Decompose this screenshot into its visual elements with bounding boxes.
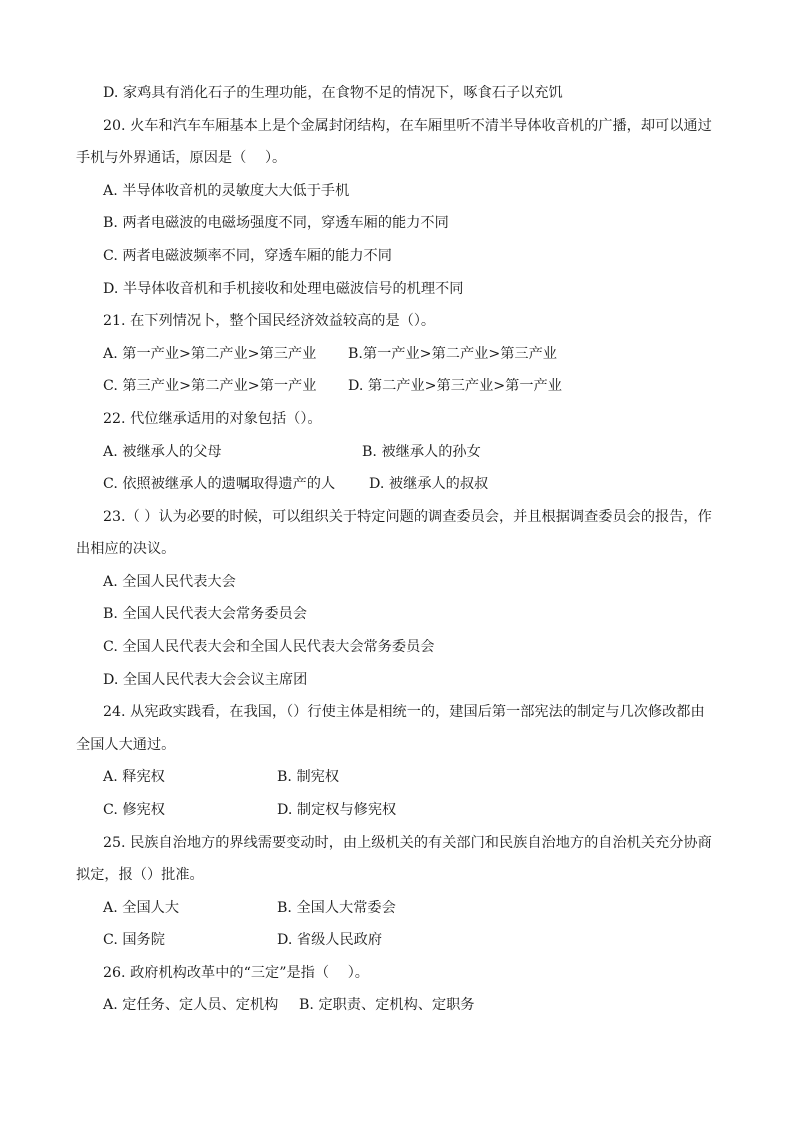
q25-stem-line2: 拟定，报（）批准。 (76, 867, 204, 883)
q24-option-c: C. 修宪权 (103, 802, 165, 818)
q25-option-c: C. 国务院 (103, 932, 165, 948)
q21-option-a: A. 第一产业>第二产业>第三产业 (103, 346, 317, 362)
q20-option-a: A. 半导体收音机的灵敏度大大低于手机 (103, 183, 350, 199)
q21-option-c: C. 第三产业>第二产业>第一产业 (103, 378, 317, 394)
q24-stem-line1: 24. 从宪政实践看，在我国，（）行使主体是相统一的，建国后第一部宪法的制定与几次修改都由 (103, 704, 705, 720)
q24-option-b: B. 制宪权 (277, 769, 340, 785)
q20-option-b: B. 两者电磁波的电磁场强度不同，穿透车厢的能力不同 (103, 215, 449, 231)
q23-option-d: D. 全国人民代表大会会议主席团 (103, 672, 308, 688)
q25-option-b: B. 全国人大常委会 (277, 900, 396, 916)
q25-option-d: D. 省级人民政府 (277, 932, 383, 948)
q22-option-b: B. 被继承人的孙女 (362, 444, 481, 460)
q21-option-d: D. 第二产业>第三产业>第一产业 (348, 378, 562, 394)
q22-option-a: A. 被继承人的父母 (103, 444, 222, 460)
q26-stem: 26. 政府机构改革中的“三定”是指（ ）。 (103, 965, 369, 981)
q23-stem-line2: 出相应的决议。 (76, 541, 176, 557)
q19-option-d: D. 家鸡具有消化石子的生理功能，在食物不足的情况下，啄食石子以充饥 (103, 85, 563, 101)
q24-option-d: D. 制定权与修宪权 (277, 802, 397, 818)
q24-stem-line2: 全国人大通过。 (76, 737, 176, 753)
q23-option-c: C. 全国人民代表大会和全国人民代表大会常务委员会 (103, 639, 435, 655)
q23-option-b: B. 全国人民代表大会常务委员会 (103, 606, 307, 622)
q20-option-d: D. 半导体收音机和手机接收和处理电磁波信号的机理不同 (103, 281, 464, 297)
q26-option-b: B. 定职责、定机构、定职务 (299, 997, 475, 1013)
q21-option-b: B.第一产业>第二产业>第三产业 (348, 346, 557, 362)
q20-option-c: C. 两者电磁波频率不同，穿透车厢的能力不同 (103, 248, 392, 264)
q25-option-a: A. 全国人大 (103, 900, 180, 916)
q20-stem-line1: 20. 火车和汽车车厢基本上是个金属封闭结构，在车厢里听不清半导体收音机的广播，却可以通过 (103, 118, 712, 134)
q22-stem: 22. 代位继承适用的对象包括（）。 (103, 411, 322, 427)
q22-option-d: D. 被继承人的叔叔 (369, 476, 489, 492)
q24-option-a: A. 释宪权 (103, 769, 165, 785)
q21-stem: 21. 在下列情况卜，整个国民经济效益较高的是（）。 (103, 313, 436, 329)
q23-stem-line1: 23.（ ）认为必要的时候，可以组织关于特定问题的调查委员会，并且根据调查委员会的报告，作 (103, 509, 712, 525)
q22-option-c: C. 依照被继承人的遗嘱取得遗产的人 (103, 476, 336, 492)
q23-option-a: A. 全国人民代表大会 (103, 574, 236, 590)
q26-option-a: A. 定任务、定人员、定机构 (103, 997, 279, 1013)
q20-stem-line2: 手机与外界通话，原因是（ ）。 (76, 150, 287, 166)
q25-stem-line1: 25. 民族自治地方的界线需要变动时，由上级机关的有关部门和民族自治地方的自治机关充分协商 (103, 835, 712, 851)
